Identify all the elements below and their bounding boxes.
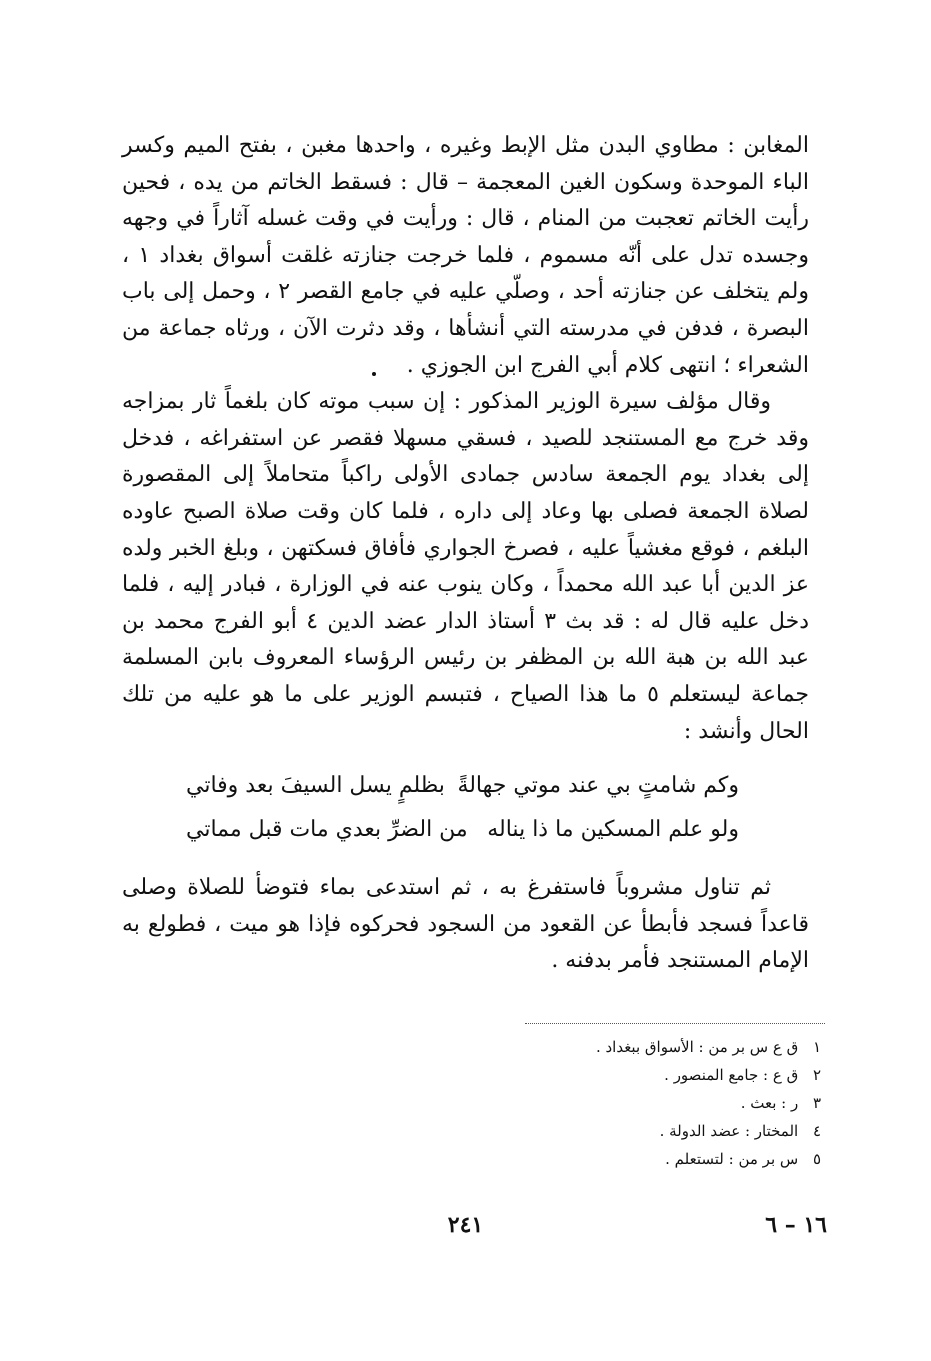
ink-dot	[372, 372, 376, 376]
footnote-text: ر : بعث .	[740, 1094, 799, 1112]
footnote-divider	[525, 1023, 825, 1024]
footnotes	[401, 1033, 821, 1173]
footnote-1	[401, 1033, 821, 1061]
page-number: ٢٤١	[447, 1212, 484, 1238]
main-text	[122, 128, 809, 980]
poem	[122, 764, 809, 852]
footnote-number: ٤	[812, 1122, 821, 1140]
verse-1-second-hemistich: بظلمٍ يسل السيفَ بعد وفاتي	[186, 773, 445, 799]
verse-1-first-hemistich: وكم شامتٍ بي عند موتي جهالةً	[457, 773, 739, 799]
printer-signature: ١٦ – ٦	[765, 1212, 827, 1238]
verse-2-second-hemistich: من الضرِّ بعدي مات قبل مماتي	[186, 817, 468, 843]
footnote-4	[401, 1117, 821, 1145]
footnote-text: ق ع س بر من : الأسواق ببغداد .	[595, 1038, 799, 1056]
paragraph-2: وقال مؤلف سيرة الوزير المذكور : إن سبب موته كان بلغماً ثار بمزاجه وقد خرج مع المستنجد للصيد ، فسقي مسهلا فقصر عن استفراغه ، فدخل إلى بغداد يوم الجمعة سادس جمادى الأولى راكباً متحاملاً إلى المقصورة لصلاة الجمعة فصلى بها وعاد إلى داره ، فلما كان وقت صلاة الصبح عاوده البلغم ، فوقع مغشياً عليه ، فصرخ الجواري فأفاق فسكتهن ، وبلغ الخبر ولده عز الدين أبا عبد الله محمداً ، وكان ينوب عنه في الوزارة ، فبادر إليه ، فلما دخل عليه قال له : قد بث ٣ أستاذ الدار عضد الدين ٤ أبو الفرج محمد بن عبد الله بن هبة الله بن المظفر بن رئيس الرؤساء المعروف بابن المسلمة جماعة ليستعلم ٥ ما هذا الصياح ، فتبسم الوزير على ما هو عليه من تلك الحال وأنشد :	[122, 389, 809, 744]
verse-2-first-hemistich: ولو علم المسكين ما ذا يناله	[487, 817, 739, 843]
footnote-3	[401, 1089, 821, 1117]
footnote-text: ق ع : جامع المنصور .	[664, 1066, 799, 1084]
footnote-number: ٢	[812, 1066, 821, 1084]
footnote-number: ٥	[812, 1150, 821, 1168]
footnote-2	[401, 1061, 821, 1089]
poem-verse-1	[122, 764, 809, 808]
footnote-5	[401, 1145, 821, 1173]
footnote-text: س بر من : لتستعلم .	[665, 1150, 799, 1168]
poem-verse-2	[122, 808, 809, 852]
footnote-number: ٣	[812, 1094, 821, 1112]
footnote-number: ١	[812, 1038, 821, 1056]
paragraph-1: المغابن : مطاوي البدن مثل الإبط وغيره ، واحدها مغبن ، بفتح الميم وكسر الباء الموحدة وسكون الغين المعجمة – قال : فسقط الخاتم من يده ، فحين رأيت الخاتم تعجبت من المنام ، قال : ورأيت في وقت غسله آثاراً في وجهه وجسده تدل على أنّه مسموم ، فلما خرجت جنازته غلقت أسواق بغداد ١ ، ولم يتخلف عن جنازته أحد ، وصلّي عليه في جامع القصر ٢ ، وحمل إلى باب البصرة ، فدفن في مدرسته التي أنشأها ، وقد دثرت الآن ، ورثاه جماعة من الشعراء ؛ انتهى كلام أبي الفرج ابن الجوزي .	[122, 133, 809, 378]
paragraph-3: ثم تناول مشروباً فاستفرغ به ، ثم استدعى بماء فتوضأ للصلاة وصلى قاعداً فسجد فأبطأ عن القعود من السجود فحركوه فإذا هو ميت ، فطولع به الإمام المستنجد فأمر بدفنه .	[122, 875, 809, 974]
footnote-text: المختار : عضد الدولة .	[659, 1122, 799, 1140]
